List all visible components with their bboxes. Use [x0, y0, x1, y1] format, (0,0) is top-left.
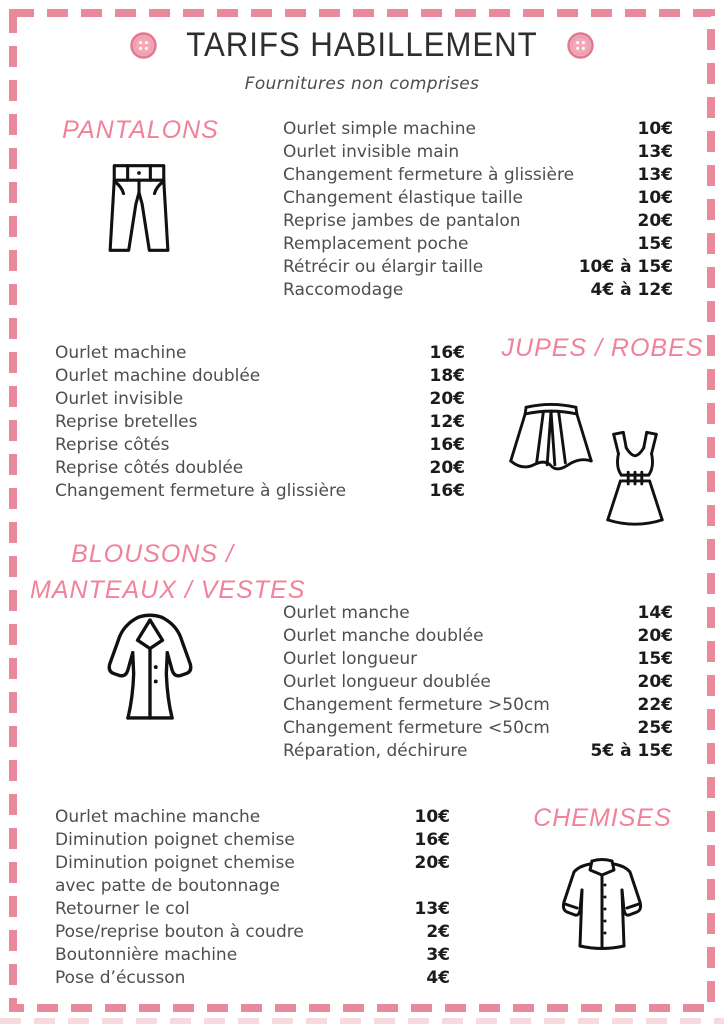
page-title: TARIFS HABILLEMENT: [186, 26, 538, 64]
price-row: [55, 806, 450, 829]
service-price: 20€: [637, 626, 673, 646]
service-price: 16€: [429, 481, 465, 501]
service-price: 16€: [429, 435, 465, 455]
price-row: [283, 141, 673, 164]
service-price: 18€: [429, 366, 465, 386]
subtitle: Fournitures non comprises: [244, 74, 480, 94]
price-row: [55, 898, 450, 921]
price-row: [283, 164, 673, 187]
heading-line-2: MANTEAUX / VESTES: [30, 576, 306, 604]
price-row: [283, 740, 673, 763]
service-label: Reprise côtés: [55, 435, 170, 455]
section-heading-chemises: CHEMISES: [533, 804, 672, 832]
price-row: [283, 625, 673, 648]
service-price: 22€: [637, 695, 673, 715]
price-row: [55, 434, 465, 457]
button-icon: [567, 32, 594, 59]
service-price: 10€: [637, 188, 673, 208]
service-price: 20€: [637, 211, 673, 231]
service-price: 20€: [429, 389, 465, 409]
price-row: [283, 187, 673, 210]
service-price: 20€: [637, 672, 673, 692]
service-label: Ourlet invisible main: [283, 142, 460, 162]
shirt-icon: [552, 856, 652, 956]
service-label: Ourlet machine manche: [55, 807, 261, 827]
service-label: Reprise jambes de pantalon: [283, 211, 521, 231]
price-list-jupes-robes: [55, 342, 465, 503]
price-row: [55, 480, 465, 503]
service-label: avec patte de boutonnage: [55, 876, 280, 896]
service-price: 12€: [429, 412, 465, 432]
service-price: 20€: [429, 458, 465, 478]
service-label: Ourlet invisible: [55, 389, 184, 409]
price-list-pantalons: [283, 118, 673, 302]
pants-icon: [106, 162, 172, 254]
price-row: [283, 671, 673, 694]
service-label: Diminution poignet chemise: [55, 853, 295, 873]
service-label: Réparation, déchirure: [283, 741, 468, 761]
service-price: 20€: [414, 853, 450, 873]
service-price: 10€: [414, 807, 450, 827]
service-price: 13€: [637, 142, 673, 162]
price-row: [283, 210, 673, 233]
service-label: Pose d’écusson: [55, 968, 186, 988]
service-price: 15€: [637, 234, 673, 254]
service-price: 10€ à 15€: [578, 257, 673, 277]
service-label: Remplacement poche: [283, 234, 469, 254]
service-price: 16€: [414, 830, 450, 850]
price-row: [55, 921, 450, 944]
service-label: Pose/reprise bouton à coudre: [55, 922, 304, 942]
price-row: [55, 944, 450, 967]
coat-icon: [102, 610, 198, 728]
service-label: Ourlet manche: [283, 603, 410, 623]
service-price: 2€: [426, 922, 450, 942]
service-label: Ourlet machine doublée: [55, 366, 261, 386]
price-row: [283, 717, 673, 740]
price-row: [283, 256, 673, 279]
skirt-icon: [505, 396, 597, 478]
price-row: [55, 365, 465, 388]
service-label: Ourlet machine: [55, 343, 187, 363]
price-row: [55, 852, 450, 875]
price-row: [283, 279, 673, 302]
price-row: [55, 388, 465, 411]
service-label: Reprise bretelles: [55, 412, 198, 432]
service-price: 10€: [637, 119, 673, 139]
service-price: 16€: [429, 343, 465, 363]
price-row: [283, 648, 673, 671]
price-row: [283, 233, 673, 256]
service-label: Ourlet longueur doublée: [283, 672, 491, 692]
service-price: 13€: [637, 165, 673, 185]
price-row: [55, 967, 450, 990]
service-price: 3€: [426, 945, 450, 965]
button-icon: [130, 32, 157, 59]
price-row: [55, 457, 465, 480]
service-label: Retourner le col: [55, 899, 190, 919]
price-row: [283, 694, 673, 717]
service-label: Reprise côtés doublée: [55, 458, 244, 478]
service-label: Diminution poignet chemise: [55, 830, 295, 850]
service-price: 5€ à 15€: [590, 741, 673, 761]
service-label: Changement fermeture >50cm: [283, 695, 550, 715]
service-label: Ourlet longueur: [283, 649, 418, 669]
price-list-blousons: [283, 602, 673, 763]
header: [0, 26, 724, 65]
price-row: [55, 829, 450, 852]
section-heading-jupes-robes: JUPES / ROBES: [501, 334, 704, 362]
service-label: Rétrécir ou élargir taille: [283, 257, 484, 277]
price-row: [55, 411, 465, 434]
service-label: Changement élastique taille: [283, 188, 523, 208]
section-heading-pantalons: PANTALONS: [62, 116, 219, 144]
service-label: Changement fermeture à glissière: [283, 165, 575, 185]
price-list-chemises: [55, 806, 450, 990]
service-label: Ourlet simple machine: [283, 119, 476, 139]
dress-icon: [600, 428, 670, 530]
service-price: 13€: [414, 899, 450, 919]
service-label: Changement fermeture à glissière: [55, 481, 347, 501]
service-price: 25€: [637, 718, 673, 738]
service-label: Changement fermeture <50cm: [283, 718, 550, 738]
service-label: Raccomodage: [283, 280, 404, 300]
price-row: [283, 118, 673, 141]
price-row: [283, 602, 673, 625]
section-heading-blousons: [30, 536, 306, 608]
service-price: 4€ à 12€: [590, 280, 673, 300]
heading-line-1: BLOUSONS /: [71, 540, 234, 568]
price-row: [55, 875, 450, 898]
service-price: 4€: [426, 968, 450, 988]
service-label: Ourlet manche doublée: [283, 626, 484, 646]
service-label: Boutonnière machine: [55, 945, 238, 965]
service-price: 15€: [637, 649, 673, 669]
price-row: [55, 342, 465, 365]
service-price: 14€: [637, 603, 673, 623]
